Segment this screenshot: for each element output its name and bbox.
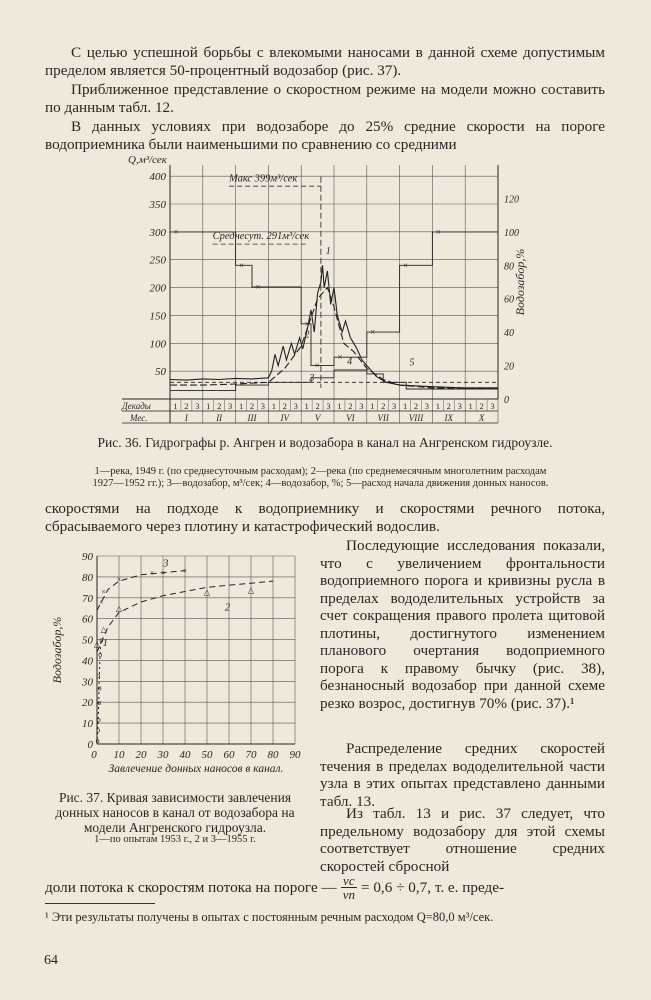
x-tick-3: 30 — [157, 749, 169, 761]
figure-37-chart — [45, 548, 310, 780]
y-tick-2: 20 — [82, 697, 93, 710]
row-label-decades: Декады — [122, 401, 151, 411]
series-1-marker-4: o — [97, 683, 102, 693]
decade-label-21: 1 — [402, 401, 408, 411]
series-label-5: 5 — [409, 357, 415, 369]
series-1-marker-0: o — [95, 735, 100, 745]
series-4-marker-12: × — [370, 327, 376, 338]
y2-tick-3: 60 — [504, 294, 514, 306]
series-2-marker-3: △ — [203, 587, 211, 597]
figure-37-caption: Рис. 37. Кривая зависимости завлечения донных наносов в канал от водозабора на модели Ангренского гидроузла. — [55, 790, 295, 835]
decade-label-0: 1 — [173, 401, 178, 411]
footnote-rule — [45, 903, 155, 904]
y-axis-label: Q,м³/сек — [128, 154, 167, 166]
series-4-marker-2: × — [239, 260, 245, 271]
decade-label-18: 1 — [370, 401, 375, 411]
month-label-7: VIII — [408, 413, 424, 423]
annotation-0: Макс 399м³/сек — [229, 173, 298, 185]
y2-tick-5: 100 — [504, 227, 519, 239]
decade-label-14: 3 — [326, 401, 331, 411]
month-label-2: III — [247, 413, 257, 423]
y-tick-6: 300 — [149, 226, 166, 239]
velocity-ratio-formula: vc vп — [342, 873, 355, 902]
series-2-marker-1: △ — [100, 625, 107, 635]
decade-label-13: 2 — [315, 401, 320, 411]
month-label-9: X — [478, 413, 485, 423]
series-3-marker-2: × — [116, 574, 122, 584]
page-number: 64 — [44, 953, 58, 968]
series-label-1: 1 — [102, 636, 108, 649]
series-3-marker-3: × — [149, 568, 155, 578]
series-1-marker-5: o — [96, 671, 101, 681]
month-label-8: IX — [444, 413, 454, 423]
y-tick-3: 30 — [82, 676, 93, 689]
decade-label-6: 1 — [238, 401, 244, 411]
series-label-3: 3 — [309, 373, 315, 385]
series-label-2: 2 — [304, 329, 310, 341]
paragraph-3: В данных условиях при водозаборе до 25% средние скорости на пороге водоприемника были наименьшими по сравнению со средними — [45, 118, 605, 153]
y-tick-3: 150 — [149, 310, 166, 323]
row-label-months: Мес. — [130, 413, 148, 423]
month-label-1: II — [216, 413, 223, 423]
series-2-marker-4: △ — [247, 585, 255, 595]
y2-tick-0: 0 — [504, 395, 509, 406]
decade-label-9: 1 — [271, 401, 276, 411]
decade-label-12: 1 — [304, 401, 309, 411]
decade-label-27: 1 — [468, 401, 473, 411]
decade-label-15: 1 — [337, 401, 342, 411]
series-2-marker-0: △ — [93, 639, 101, 649]
x-tick-4: 40 — [179, 749, 191, 761]
y-tick-5: 250 — [149, 254, 166, 267]
paragraph-4: скоростями на подходе к водоприемнику и скоростями речного потока, сбрасываемого через плотину и катастрофический водослив. — [45, 500, 605, 535]
y-tick-6: 60 — [82, 613, 93, 626]
y2-axis-label: Водозабор,% — [513, 248, 527, 316]
series-1-marker-6: o — [98, 650, 103, 660]
series-4-marker-10: × — [337, 352, 343, 363]
decade-label-8: 3 — [260, 401, 266, 411]
formula-line: доли потока к скоростям потока на пороге — vc vп = 0,6 ÷ 0,7, т. е. преде- — [45, 873, 505, 902]
series-4-marker-4: × — [255, 282, 261, 293]
x-axis-label: Завлечение донных наносов в канал. — [108, 763, 284, 775]
y-axis-label: Водозабор,% — [50, 616, 64, 684]
figure-36-caption: Рис. 36. Гидрографы р. Ангрен и водозабора в канал на Ангренском гидроузле. — [97, 435, 553, 450]
y-tick-1: 10 — [82, 718, 93, 731]
y-tick-4: 40 — [82, 655, 93, 668]
x-tick-2: 20 — [135, 749, 147, 761]
month-label-3: IV — [280, 413, 290, 423]
month-label-0: I — [184, 413, 188, 423]
series-4-marker-0: × — [173, 226, 179, 237]
decade-label-2: 3 — [195, 401, 200, 411]
paragraph-7: Из табл. 13 и рис. 37 следует, что предельному водозабору для этой схемы соответствует отношение средних скоростей сбросной — [320, 805, 605, 875]
series-4-marker-14: × — [403, 260, 409, 271]
series-1-marker-1: o — [96, 725, 101, 735]
series-1-marker-2: o — [96, 714, 101, 724]
series-label-3: 3 — [163, 557, 169, 570]
x-tick-5: 50 — [201, 749, 213, 761]
decade-label-11: 3 — [293, 401, 298, 411]
decade-label-10: 2 — [282, 401, 287, 411]
series-3-marker-1: × — [101, 587, 106, 597]
figure-36-hydrograph — [120, 153, 540, 435]
series-4-marker-6: × — [304, 318, 310, 329]
y2-tick-6: 120 — [504, 194, 519, 206]
decade-label-17: 3 — [359, 401, 364, 411]
series-4-marker-16: × — [435, 226, 441, 237]
series-1-marker-3: o — [97, 698, 102, 708]
figure-36-note: 1—река, 1949 г. (по среднесуточным расходам); 2—река (по среднемесячным многолетним расходам 1927—1952 гг.); 3—водозабор, м³/сек; 4—водозабор, %; 5—расход начала движения донных наносов. — [92, 466, 549, 489]
paragraph-6: Распределение средних скоростей течения в пределах вододелительной части узла в этих опытах представлено данными табл. 13. — [320, 740, 605, 810]
month-label-5: VI — [346, 413, 355, 423]
series-label-2: 2 — [224, 601, 231, 614]
y-tick-8: 80 — [82, 571, 93, 584]
x-tick-6: 60 — [223, 749, 235, 761]
y2-tick-4: 80 — [504, 261, 514, 273]
series-label-1: 1 — [325, 246, 331, 258]
y-tick-4: 200 — [149, 282, 166, 295]
y-tick-7: 350 — [149, 199, 166, 211]
month-label-6: VII — [377, 413, 389, 423]
decade-label-24: 1 — [435, 401, 440, 411]
x-tick-8: 80 — [267, 749, 279, 761]
series-1-marker-7: o — [99, 635, 104, 645]
y-tick-9: 90 — [82, 551, 93, 563]
decade-label-16: 2 — [348, 401, 353, 411]
annotation-1: Среднесут. 291м³/сек — [212, 231, 310, 243]
series-4-marker-8: × — [314, 360, 320, 371]
series-label-4: 4 — [347, 356, 353, 368]
y-tick-2: 100 — [149, 338, 166, 351]
decade-label-19: 2 — [381, 401, 386, 411]
decade-label-1: 2 — [184, 401, 189, 411]
decade-label-4: 2 — [217, 401, 222, 411]
paragraph-1: С целью успешной борьбы с влекомыми наносами в данной схеме допустимым пределом является 50-процентный водозабор (рис. 37). — [45, 44, 605, 79]
y-tick-0: 0 — [87, 739, 93, 751]
decade-label-29: 3 — [490, 401, 495, 411]
decade-label-3: 1 — [206, 401, 211, 411]
x-tick-1: 10 — [113, 749, 125, 761]
figure-37-note: 1—по опытам 1953 г., 2 и 3—1955 г. — [94, 834, 256, 845]
series-3-marker-4: × — [160, 568, 166, 578]
decade-label-20: 3 — [392, 401, 397, 411]
decade-label-23: 3 — [424, 401, 430, 411]
decade-label-28: 2 — [479, 401, 484, 411]
decade-label-22: 2 — [413, 401, 419, 411]
decade-label-5: 3 — [228, 401, 233, 411]
y-tick-5: 50 — [82, 634, 93, 647]
y-tick-7: 70 — [82, 592, 93, 605]
footnote: ¹ Эти результаты получены в опытах с постоянным речным расходом Q=80,0 м³/сек. — [45, 910, 494, 924]
x-tick-9: 90 — [289, 749, 301, 761]
y-tick-8: 400 — [149, 171, 166, 184]
x-tick-0: 0 — [91, 749, 97, 761]
decade-label-7: 2 — [249, 401, 255, 411]
decade-label-25: 2 — [446, 401, 451, 411]
decade-label-26: 3 — [457, 401, 462, 411]
paragraph-5: Последующие исследования показали, что с увеличением фронтальности водоприемного порога и кривизны русла в пределах вододелительных устройств за счет сокращения правого пролета щитовой плотины, достигнутого изменением планового очертания водоприемного порога к правому бычку (рис. 38), безнаносный водозабор при данной схеме резко возрос, достигнув 70% (рис. 37).¹ — [320, 537, 605, 712]
series-2-marker-2: △ — [115, 604, 123, 614]
y-tick-1: 50 — [155, 366, 166, 379]
series-3-marker-5: × — [182, 566, 188, 576]
month-label-4: V — [314, 413, 321, 423]
y2-tick-1: 20 — [504, 361, 514, 373]
series-3-marker-0: × — [99, 597, 104, 607]
x-tick-7: 70 — [245, 749, 257, 761]
paragraph-2: Приближенное представление о скоростном режиме на модели можно составить по данным табл. 12. — [45, 81, 605, 116]
y2-tick-2: 40 — [504, 328, 514, 340]
